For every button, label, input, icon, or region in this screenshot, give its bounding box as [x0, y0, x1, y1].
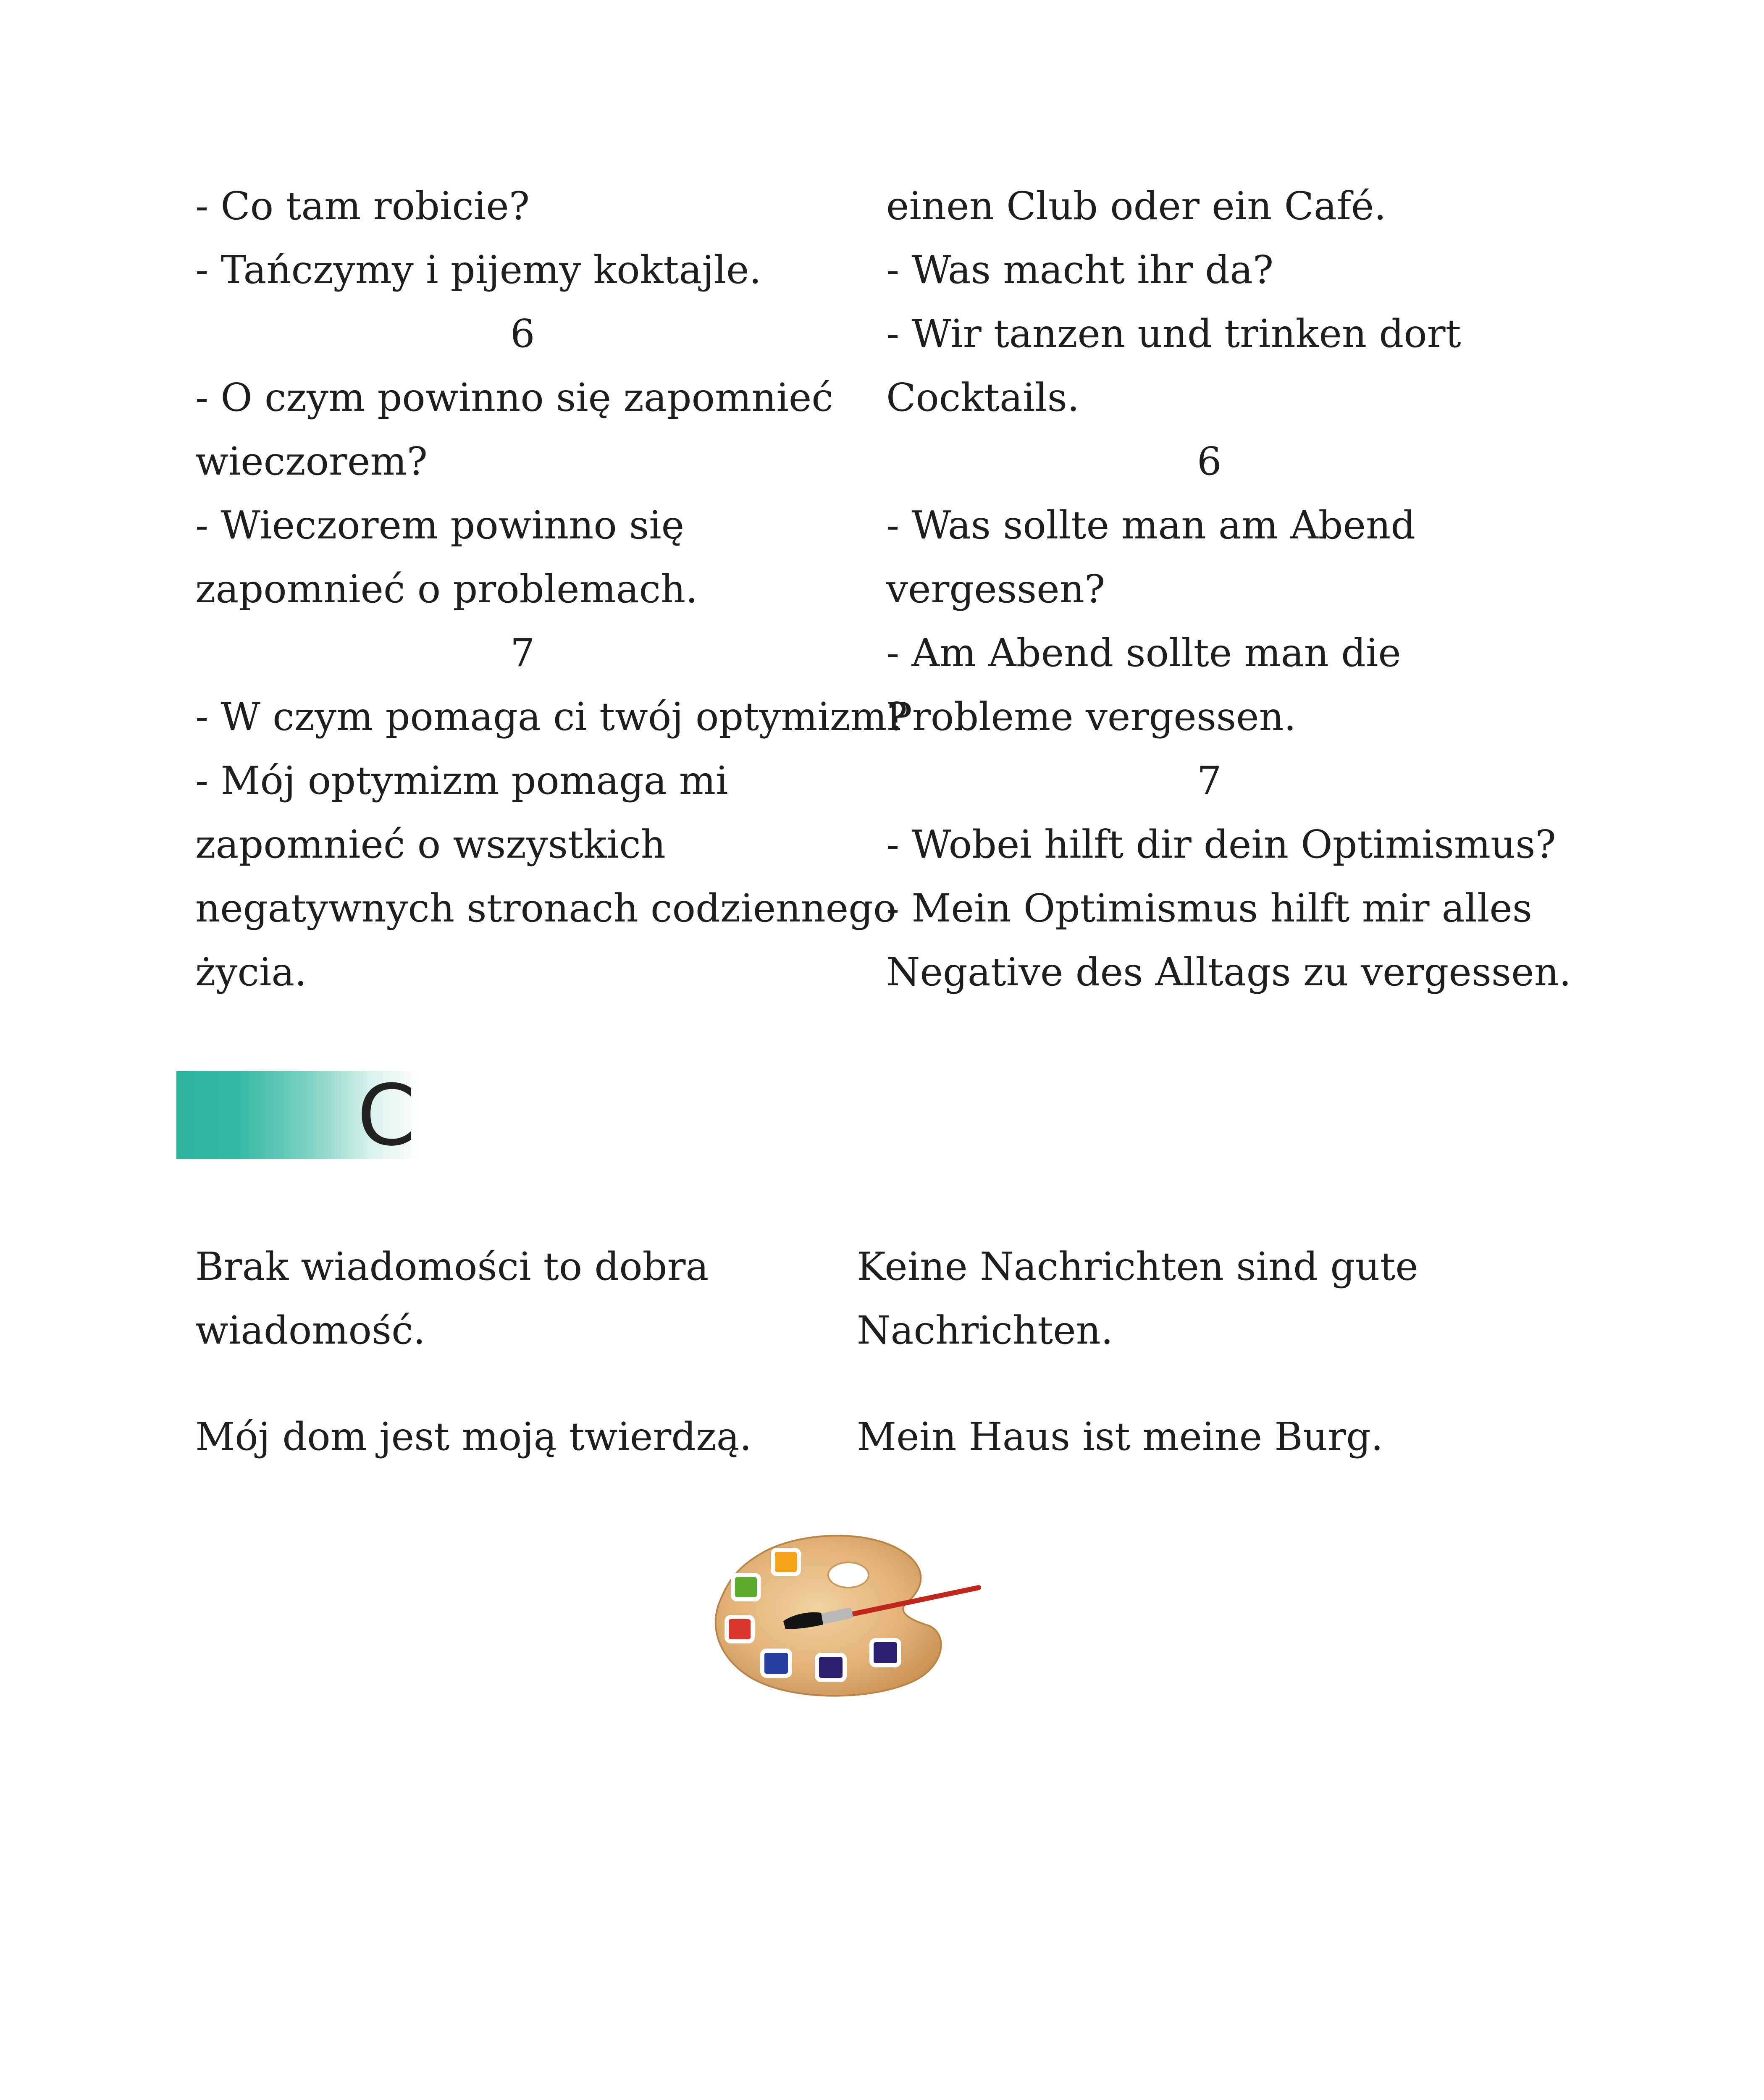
dialogue-line: - Wieczorem powinno się	[195, 503, 685, 548]
proverb-polish: Mój dom jest moją twierdzą.	[195, 1414, 752, 1459]
dialogue-line: wieczorem?	[195, 439, 428, 484]
paint-well-green	[733, 1575, 759, 1599]
section-letter: C	[357, 1067, 416, 1165]
german-dialogue-column	[886, 174, 1572, 1004]
proverb-line: Keine Nachrichten sind gute	[857, 1244, 1418, 1289]
dialogue-line: einen Club oder ein Café.	[886, 184, 1386, 228]
dialogue-line: - Am Abend sollte man die	[886, 630, 1401, 675]
dialogue-line: Cocktails.	[886, 375, 1080, 420]
paint-well-violet	[872, 1640, 899, 1665]
proverb-line: wiadomość.	[195, 1308, 425, 1353]
dialogue-line: - Mein Optimismus hilft mir alles	[886, 886, 1533, 931]
dialogue-line: negatywnych stronach codziennego	[195, 886, 897, 931]
dialogue-line: - Co tam robicie?	[195, 184, 530, 228]
paint-palette-icon	[710, 1529, 983, 1701]
dialogue-line: vergessen?	[886, 567, 1105, 612]
paint-well-red	[727, 1617, 753, 1641]
dialogue-number: 7	[510, 630, 535, 675]
dialogue-number: 6	[1197, 439, 1222, 484]
dialogue-line: - Mój optymizm pomaga mi	[195, 758, 728, 803]
proverb-line: Nachrichten.	[857, 1308, 1113, 1353]
dialogue-line: - W czym pomaga ci twój optymizm?	[195, 694, 908, 739]
dialogue-line: - Wir tanzen und trinken dort	[886, 311, 1461, 356]
dialogue-line: - Was sollte man am Abend	[886, 503, 1416, 548]
paint-well-orange	[773, 1550, 799, 1574]
dialogue-line: zapomnieć o wszystkich	[195, 822, 666, 867]
dialogue-line: - O czym powinno się zapomnieć	[195, 375, 833, 420]
dialogue-line: - Tańczymy i pijemy koktajle.	[195, 247, 761, 292]
dialogue-line: Negative des Alltags zu vergessen.	[886, 950, 1572, 995]
proverb-german	[857, 1235, 1418, 1362]
proverb-line: Brak wiadomości to dobra	[195, 1244, 709, 1289]
proverb-german: Mein Haus ist meine Burg.	[857, 1414, 1383, 1459]
proverb-polish	[195, 1235, 709, 1362]
dialogue-number: 6	[510, 311, 535, 356]
paint-well-blue	[762, 1651, 790, 1676]
dialogue-number: 7	[1197, 758, 1222, 803]
dialogue-line: - Was macht ihr da?	[886, 247, 1274, 292]
polish-dialogue-column	[195, 174, 908, 1004]
dialogue-line: Probleme vergessen.	[886, 694, 1297, 739]
dialogue-line: - Wobei hilft dir dein Optimismus?	[886, 822, 1556, 867]
dialogue-line: zapomnieć o problemach.	[195, 567, 698, 612]
dialogue-line: życia.	[195, 950, 307, 995]
paint-well-indigo	[817, 1655, 845, 1680]
